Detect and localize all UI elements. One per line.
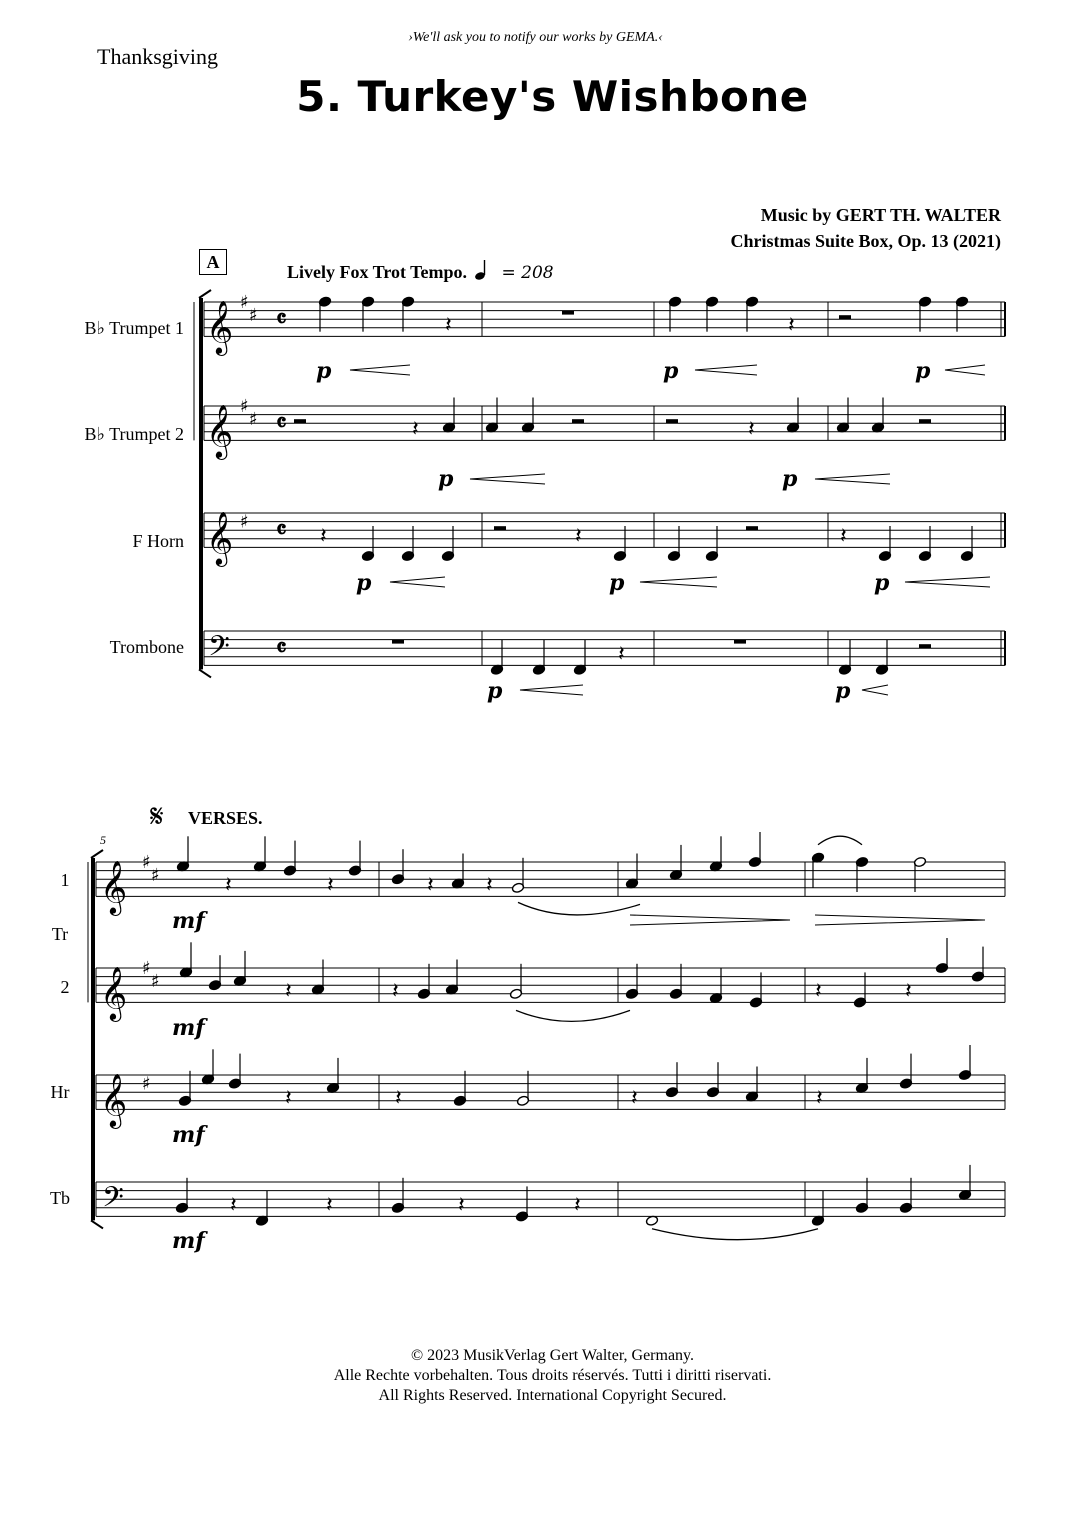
key-sharp: ♯ (151, 970, 160, 992)
abbr-trombone: Tb (50, 1188, 70, 1208)
half-rest (919, 644, 931, 648)
decrescendo-hairpin (815, 915, 985, 925)
abbr-trumpet-1: 1 (60, 870, 70, 890)
half-rest (666, 419, 678, 423)
key-sharp: ♯ (240, 511, 249, 533)
tempo-value: = 208 (501, 263, 554, 283)
bracket-hook (91, 1220, 103, 1228)
quarter-rest: 𝄽 (618, 641, 625, 667)
tie-arc (518, 902, 640, 915)
half-rest (746, 526, 758, 530)
abbr-trumpet-2: 2 (60, 977, 70, 997)
abbr-trumpet: Tr (51, 924, 69, 944)
quarter-rest: 𝄽 (458, 1192, 465, 1218)
quarter-rest: 𝄽 (395, 1085, 402, 1111)
dynamic-mark: p (609, 570, 625, 596)
rehearsal-mark-a: A (199, 249, 227, 275)
quarter-rest: 𝄽 (748, 416, 755, 442)
key-sharp: ♯ (142, 1073, 151, 1095)
crescendo-hairpin (350, 365, 410, 375)
common-time-icon: 𝄴 (276, 633, 287, 663)
composer-credit: Music by GERT TH. WALTER (760, 205, 1001, 225)
treble-clef-icon: 𝄞 (206, 299, 234, 354)
common-time-icon: 𝄴 (276, 304, 287, 334)
common-time-icon: 𝄴 (276, 408, 287, 438)
key-sharp: ♯ (249, 408, 258, 430)
segno-icon: 𝄋 (150, 798, 164, 834)
quarter-rest: 𝄽 (631, 1085, 638, 1111)
gema-notice: ›We'll ask you to notify our works by GEMA.‹ (408, 30, 663, 45)
instrument-trumpet-2: B♭ Trumpet 2 (84, 424, 184, 444)
key-sharp: ♯ (151, 864, 160, 886)
dynamic-mark: mf (172, 1015, 205, 1041)
copyright-line-2: Alle Rechte vorbehalten. Tous droits réservés. Tutti i diritti riservati. (333, 1367, 772, 1384)
quarter-rest: 𝄽 (285, 1085, 292, 1111)
occasion-label: Thanksgiving (97, 44, 218, 69)
quarter-rest: 𝄽 (326, 1192, 333, 1218)
dynamic-mark: p (663, 358, 679, 384)
section-label-verses: VERSES. (188, 808, 263, 828)
crescendo-hairpin (862, 685, 888, 695)
key-sharp: ♯ (240, 292, 249, 313)
dynamic-mark: p (438, 466, 454, 492)
work-credit: Christmas Suite Box, Op. 13 (2021) (730, 231, 1001, 251)
quarter-rest: 𝄽 (327, 872, 334, 898)
half-rest (494, 526, 506, 530)
measure-number: 5 (100, 833, 106, 847)
instrument-trombone: Trombone (109, 637, 184, 657)
bracket-hook (91, 850, 103, 858)
treble-clef-icon: 𝄞 (100, 965, 128, 1020)
bracket-hook (199, 669, 211, 677)
quarter-rest: 𝄽 (815, 978, 822, 1004)
dynamic-mark: p (915, 358, 931, 384)
whole-rest (734, 640, 746, 644)
quarter-rest: 𝄽 (816, 1085, 823, 1111)
crescendo-hairpin (390, 577, 445, 587)
half-rest (839, 315, 851, 319)
key-sharp: ♯ (142, 852, 151, 873)
crescendo-hairpin (945, 365, 985, 375)
treble-clef-icon: 𝄞 (100, 859, 128, 914)
crescendo-hairpin (695, 365, 757, 375)
tie-arc (516, 1010, 630, 1021)
crescendo-hairpin (905, 577, 990, 587)
quarter-rest: 𝄽 (840, 523, 847, 549)
dynamic-mark: p (835, 678, 851, 704)
instrument-f-horn: F Horn (132, 531, 184, 551)
key-sharp: ♯ (249, 304, 258, 326)
quarter-rest: 𝄽 (285, 978, 292, 1004)
quarter-rest: 𝄽 (392, 978, 399, 1004)
copyright-line-1: © 2023 MusikVerlag Gert Walter, Germany. (410, 1347, 695, 1364)
crescendo-hairpin (470, 474, 545, 484)
quarter-rest: 𝄽 (486, 872, 493, 898)
quarter-rest: 𝄽 (575, 523, 582, 549)
quarter-rest: 𝄽 (225, 872, 232, 898)
quarter-rest: 𝄽 (230, 1192, 237, 1218)
abbr-horn: Hr (50, 1082, 70, 1102)
tempo-text: Lively Fox Trot Tempo. (287, 262, 468, 282)
crescendo-hairpin (815, 474, 890, 484)
half-rest (572, 419, 584, 423)
quarter-rest: 𝄽 (320, 523, 327, 549)
key-sharp: ♯ (240, 396, 249, 417)
dynamic-mark: p (487, 678, 503, 704)
common-time-icon: 𝄴 (276, 515, 287, 545)
bass-clef-icon: 𝄢 (102, 1180, 124, 1221)
tie-arc (652, 1229, 818, 1240)
whole-rest (562, 311, 574, 315)
bracket-hook (199, 290, 211, 298)
dynamic-mark: p (356, 570, 372, 596)
dynamic-mark: p (782, 466, 798, 492)
quarter-rest: 𝄽 (788, 312, 795, 338)
quarter-rest: 𝄽 (445, 312, 452, 338)
bass-clef-icon: 𝄢 (208, 629, 230, 670)
key-sharp: ♯ (142, 958, 151, 979)
copyright-block (0, 1346, 1071, 1406)
instrument-trumpet-1: B♭ Trumpet 1 (84, 318, 184, 338)
quarter-rest: 𝄽 (905, 978, 912, 1004)
copyright-line-3: All Rights Reserved. International Copyright Secured. (378, 1387, 727, 1404)
dynamic-mark: p (874, 570, 890, 596)
treble-clef-icon: 𝄞 (206, 510, 234, 565)
crescendo-hairpin (640, 577, 717, 587)
treble-clef-icon: 𝄞 (100, 1072, 128, 1127)
dynamic-mark: mf (172, 908, 205, 934)
quarter-rest: 𝄽 (574, 1192, 581, 1218)
dynamic-mark: mf (172, 1228, 205, 1254)
whole-rest (392, 640, 404, 644)
crescendo-hairpin (520, 685, 583, 695)
dynamic-mark: p (316, 358, 332, 384)
treble-clef-icon: 𝄞 (206, 403, 234, 458)
half-rest (919, 419, 931, 423)
quarter-rest: 𝄽 (412, 416, 419, 442)
quarter-rest: 𝄽 (427, 872, 434, 898)
crescendo-hairpin (630, 915, 790, 925)
slur-arc (818, 836, 862, 845)
dynamic-mark: mf (172, 1122, 205, 1148)
half-rest (294, 419, 306, 423)
piece-title: 5. Turkey's Wishbone (296, 72, 809, 121)
